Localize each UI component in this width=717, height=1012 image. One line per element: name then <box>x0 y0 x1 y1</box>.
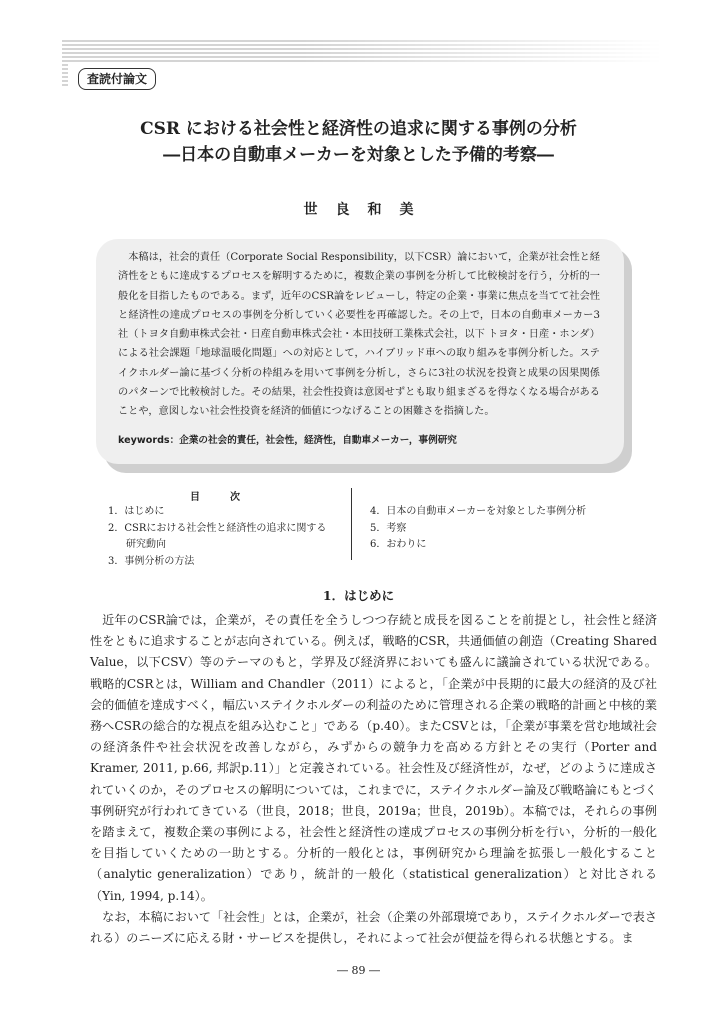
page-number: ― 89 ― <box>337 964 380 977</box>
header-decoration <box>62 40 662 64</box>
keywords: keywords：企業の社会的責任，社会性，経済性，自動車メーカー，事例研究 <box>118 434 457 446</box>
paper-title <box>0 116 717 168</box>
toc-item: 2．CSRにおける社会性と経済性の追求に関する <box>108 522 327 534</box>
toc-left-column <box>108 504 348 570</box>
toc-heading: 目次 <box>190 492 270 503</box>
toc-divider <box>351 488 352 560</box>
title-line-1: CSR における社会性と経済性の追求に関する事例の分析 <box>140 119 577 139</box>
abstract-text: 本稿は，社会的責任（Corporate Social Responsibility，以下CSR）論において，企業が社会性と経済性をともに達成するプロセスを解明するために，複数企業の事例を分析して比較検討を行う，分析的一般化を目指したものである。まず，近年のCSR論をレビューし，特定の企業・事業に焦点を当てて社会性と経済性の達成プロセスの事例を分析していく必要性を再確認した。その上で，日本の自動車メーカー3社（トヨタ自動車株式会社・日産自動車株式会社・本田技研工業株式会社，以下 トヨタ・日産・ホンダ）による社会課題「地球温暖化問題」への対応として，ハイブリッド車への取り組みを事例分析した。ステイクホルダー論に基づく分析の枠組みを用いて事例を分析し，さらに3社の状況を投資と成果の因果関係のパターンで比較検討した。その結果，社会性投資は意図せずとも取り組まざるを得なくなる場合があることや，意図しない社会性投資を経済的価値につなげることの困難さを指摘した。 <box>118 252 600 418</box>
peer-reviewed-badge: 査読付論文 <box>78 68 156 90</box>
abstract-box <box>96 239 624 464</box>
toc-item: 3．事例分析の方法 <box>108 555 195 567</box>
toc-right-column <box>370 504 630 554</box>
toc-item: 6．おわりに <box>370 539 427 550</box>
toc-item: 4．日本の自動車メーカーを対象とした事例分析 <box>370 506 587 517</box>
body-paragraph: 近年のCSR論では，企業が，その責任を全うしつつ存続と成長を図ることを前提とし，社会性と経済性をともに追求することが志向されている。例えば，戦略的CSR，共通価値の創造（Creating Shared Value，以下CSV）等のテーマのもと，学界及び経済界においても盛んに議論されている状況である。戦略的CSRとは，William and Chandler（2011）によると，「企業が中長期的に最大の経済的及び社会的価値を達成すべく，幅広いステイクホルダーの利益のために管理される企業の戦略的計画と中核的業務へCSRの総合的な視点を組み込むこと」である（p.40）。またCSVとは，「企業が事業を営む地域社会の経済条件や社会状況を改善しながら，みずからの競争力を高める方針とその実行（Porter and Kramer, 2011, p.66, 邦訳p.11）」と定義されている。社会性及び経済性が，なぜ，どのように達成されていくのか，そのプロセスの解明については，これまでに，ステイクホルダー論及び戦略論にもとづく事例研究が行われてきている（世良，2018；世良，2019a；世良，2019b）。本稿では，それらの事例を踏まえて，複数企業の事例による，社会性と経済性の達成プロセスの事例分析を行い，分析的一般化を目指していくための一助とする。分析的一般化とは，事例研究から理論を拡張し一般化すること（analytic generalization）であり，統計的一般化（statistical generalization）と対比される（Yin, 1994, p.14）。 <box>90 613 657 903</box>
toc-item: 研究動向 <box>126 539 166 550</box>
body-paragraph: なお，本稿において「社会性」とは，企業が，社会（企業の外部環境であり，ステイクホルダーで表される）のニーズに応える財・サービスを提供し，それによって社会が便益を得られる状態とする。ま <box>90 909 657 946</box>
author-name: 世良和美 <box>303 202 432 218</box>
toc-item: 5．考察 <box>370 522 407 534</box>
section-heading: 1．はじめに <box>322 588 395 603</box>
header-decoration-left <box>62 64 68 88</box>
body-text <box>90 610 657 949</box>
title-line-2: ―日本の自動車メーカーを対象とした予備的考察― <box>163 145 554 165</box>
toc-item: 1．はじめに <box>108 506 165 517</box>
